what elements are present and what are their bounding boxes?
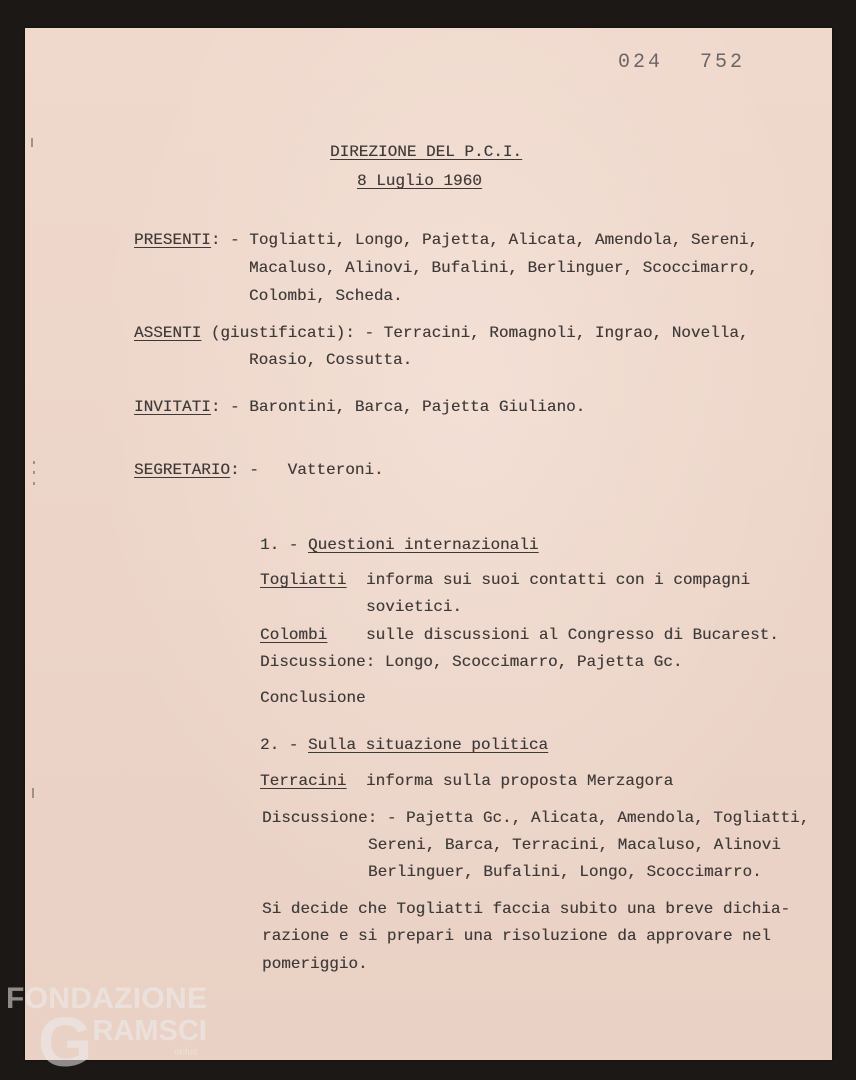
agenda-item-2-title: Sulla situazione politica [308, 736, 549, 754]
agenda-item-2-decision: pomeriggio. [262, 955, 368, 973]
assenti-label: ASSENTI [134, 324, 202, 342]
assenti-names-continued: Roasio, Cossutta. [249, 351, 413, 369]
presenti-names-continued: Colombi, Scheda. [249, 287, 403, 305]
invitati-label: INVITATI [134, 398, 211, 416]
agenda-item-1-title: Questioni internazionali [308, 536, 539, 554]
speaker-report: sulle discussioni al Congresso di Bucarest. [366, 626, 779, 644]
speaker-report: informa sulla proposta Merzagora [366, 772, 674, 790]
presenti-line [134, 230, 758, 250]
invitati-line [134, 397, 585, 417]
edge-mark [32, 788, 34, 798]
segretario-separator: : - [230, 461, 288, 479]
invitati-separator: : - [210, 398, 250, 416]
speaker-name: Terracini [260, 772, 347, 790]
agenda-item-2-number: 2. - [260, 736, 309, 754]
presenti-label: PRESENTI [134, 231, 211, 249]
assenti-separator: (giustificati): - [201, 324, 384, 342]
agenda-item-2-discussion-continued: Berlinguer, Bufalini, Longo, Scoccimarro. [368, 863, 762, 881]
presenti-separator: : - [210, 231, 250, 249]
agenda-item-2-decision: razione e si prepari una risoluzione da approvare nel [262, 927, 771, 945]
segretario-line [134, 460, 384, 480]
agenda-item-1-heading [260, 535, 538, 555]
document-date: 8 Luglio 1960 [357, 172, 482, 190]
archive-number: 024 752 [618, 51, 746, 74]
agenda-item-1-conclusion: Conclusione [260, 689, 366, 707]
presenti-names-continued: Macaluso, Alinovi, Bufalini, Berlinguer, Scoccimarro, [249, 259, 758, 277]
segretario-label: SEGRETARIO [134, 461, 231, 479]
edge-mark [31, 138, 33, 147]
speaker-name: Togliatti [260, 571, 347, 589]
document-title: DIREZIONE DEL P.C.I. [330, 143, 523, 161]
agenda-item-1-entry [260, 570, 751, 590]
invitati-names: Barontini, Barca, Pajetta Giuliano. [249, 398, 586, 416]
agenda-item-1-discussion: Discussione: Longo, Scoccimarro, Pajetta Gc. [260, 653, 683, 671]
speaker-name: Colombi [260, 626, 328, 644]
watermark-gramsci: GRAMSCI [38, 1003, 207, 1080]
agenda-item-1-number: 1. - [260, 536, 309, 554]
presenti-names: Togliatti, Longo, Pajetta, Alicata, Amendola, Sereni, [249, 231, 759, 249]
agenda-item-2-entry [260, 771, 674, 791]
edge-mark [33, 482, 35, 485]
segretario-name: Vatteroni. [287, 461, 384, 479]
agenda-item-2-discussion: Discussione: - Pajetta Gc., Alicata, Amendola, Togliatti, [262, 809, 810, 827]
watermark-fondazione: FONDAZIONE [6, 982, 208, 1015]
watermark-onlus: onlus [174, 1047, 198, 1058]
edge-mark [33, 461, 35, 464]
assenti-names: Terracini, Romagnoli, Ingrao, Novella, [383, 324, 749, 342]
agenda-item-2-discussion-continued: Sereni, Barca, Terracini, Macaluso, Alinovi [368, 836, 781, 854]
agenda-item-2-decision: Si decide che Togliatti faccia subito una breve dichia- [262, 900, 791, 918]
speaker-report: informa sui suoi contatti con i compagni [366, 571, 751, 589]
agenda-item-2-heading [260, 735, 548, 755]
edge-mark [33, 471, 35, 474]
agenda-item-1-entry [260, 625, 779, 645]
assenti-line [134, 323, 749, 343]
speaker-report-continued: sovietici. [366, 598, 463, 616]
